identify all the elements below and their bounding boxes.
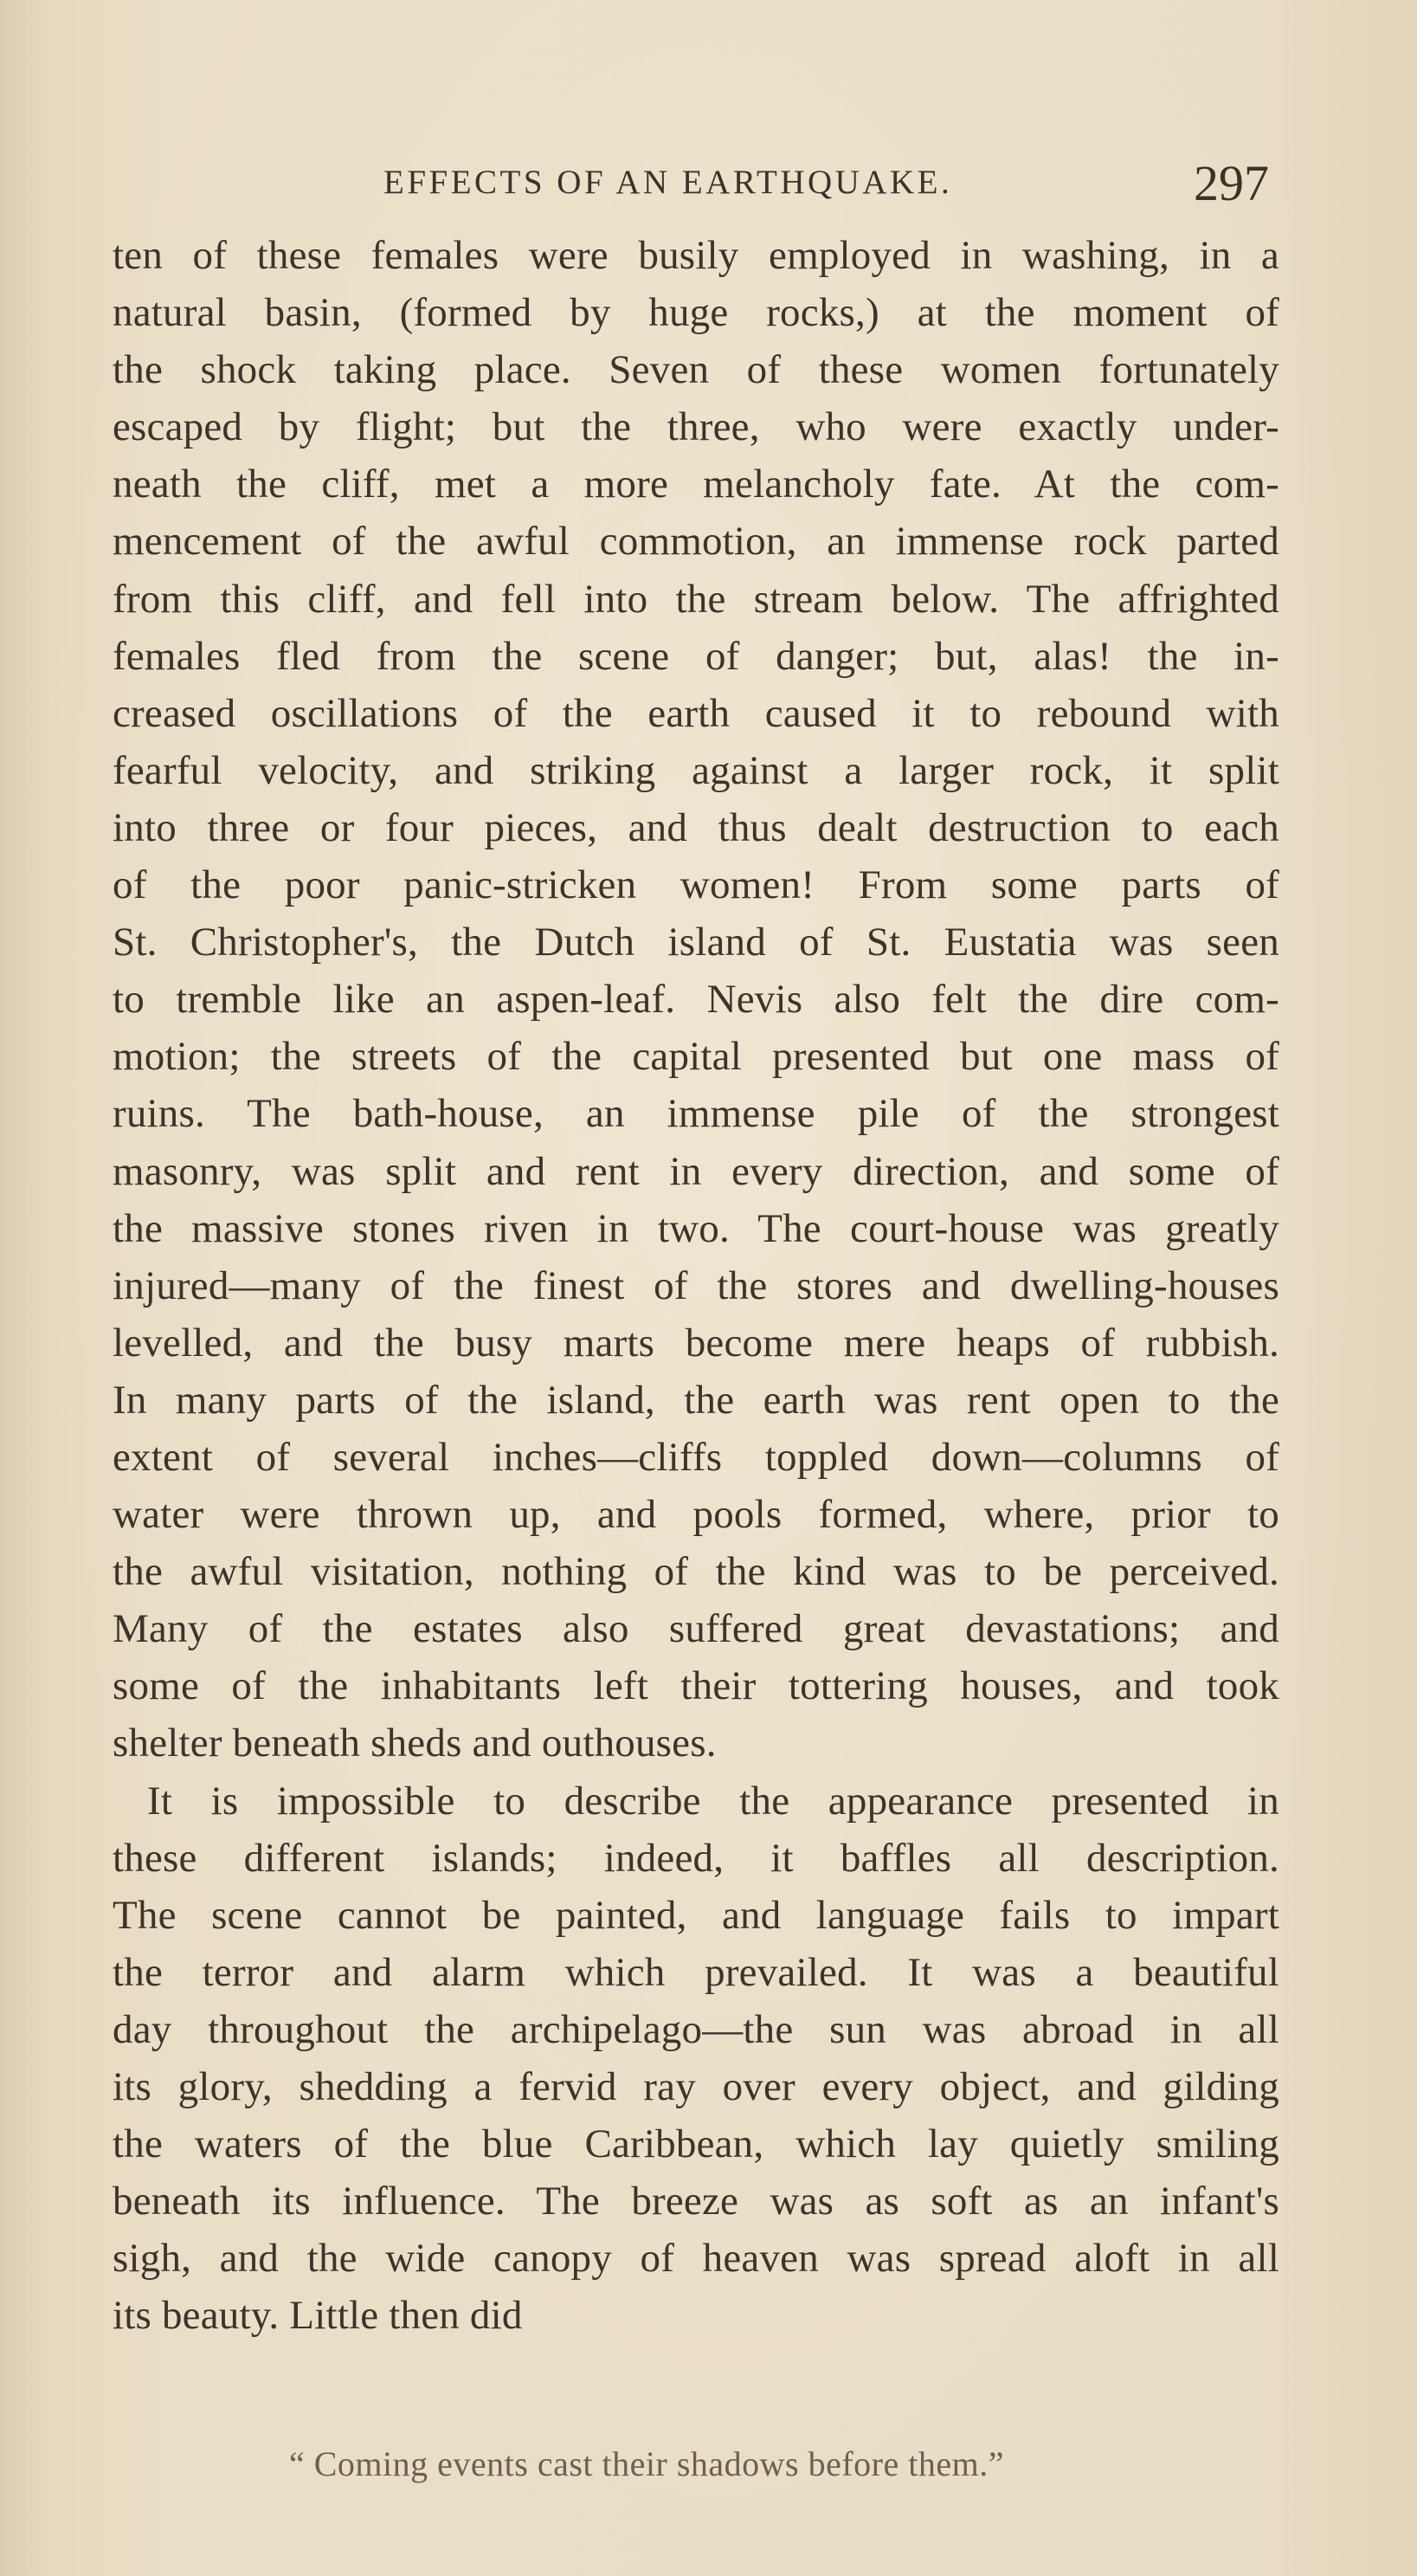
text-line: beneath its influence. The breeze was as soft as an infant's [113, 2179, 1279, 2224]
paragraph-start-line: It is impossible to describe the appearance presented in [147, 1778, 1279, 1824]
text-line: the awful visitation, nothing of the kind was to be perceived. [113, 1549, 1279, 1595]
text-line: from this cliff, and fell into the stream below. The affrighted [113, 576, 1279, 622]
text-line: creased oscillations of the earth caused it to rebound with [113, 690, 1279, 736]
page-number: 297 [1194, 155, 1269, 211]
paragraph-end-line: its beauty. Little then did [113, 2293, 523, 2339]
text-line: its glory, shedding a fervid ray over every object, and gilding [113, 2064, 1279, 2109]
text-line: the shock taking place. Seven of these women fortunately [113, 347, 1279, 393]
text-line: females fled from the scene of danger; but, alas! the in- [113, 633, 1279, 679]
text-line: The scene cannot be painted, and language fails to impart [113, 1892, 1279, 1938]
text-line: the massive stones riven in two. The court-house was greatly [113, 1205, 1279, 1251]
text-line: into three or four pieces, and thus dealt destruction to each [113, 804, 1279, 850]
text-line: water were thrown up, and pools formed, where, prior to [113, 1492, 1279, 1538]
text-line: escaped by flight; but the three, who were exactly under- [113, 404, 1279, 450]
text-line: some of the inhabitants left their tottering houses, and took [113, 1663, 1279, 1709]
text-line: day throughout the archipelago—the sun was abroad in all [113, 2006, 1279, 2052]
text-line: natural basin, (formed by huge rocks,) at the moment of [113, 290, 1279, 336]
text-line: to tremble like an aspen-leaf. Nevis also felt the dire com- [113, 977, 1279, 1023]
quotation-line: “ Coming events cast their shadows before them.” [289, 2444, 1004, 2483]
text-line: the terror and alarm which prevailed. It was a beautiful [113, 1949, 1279, 1995]
text-line: St. Christopher's, the Dutch island of St. Eustatia was seen [113, 920, 1279, 965]
paragraph-end-line: shelter beneath sheds and outhouses. [113, 1721, 717, 1766]
page-header [119, 154, 1269, 215]
text-line: sigh, and the wide canopy of heaven was spread aloft in all [113, 2236, 1279, 2282]
text-line: masonry, was split and rent in every direction, and some of [113, 1148, 1279, 1194]
running-head: EFFECTS OF AN EARTHQUAKE. [383, 164, 953, 201]
text-line: extent of several inches—cliffs toppled down—columns of [113, 1434, 1279, 1480]
text-line: the waters of the blue Caribbean, which lay quietly smiling [113, 2121, 1279, 2167]
text-line: injured—many of the finest of the stores and dwelling-houses [113, 1262, 1279, 1308]
text-line: these different islands; indeed, it baffles all description. [113, 1835, 1279, 1881]
text-line: mencement of the awful commotion, an immense rock parted [113, 519, 1279, 565]
text-line: neath the cliff, met a more melancholy fate. At the com- [113, 462, 1279, 507]
text-line: ten of these females were busily employed in washing, in a [113, 233, 1279, 278]
text-line: ruins. The bath-house, an immense pile of the strongest [113, 1091, 1279, 1137]
text-line: of the poor panic-stricken women! From some parts of [113, 862, 1279, 908]
text-line: Many of the estates also suffered great devastations; and [113, 1606, 1279, 1652]
text-line: levelled, and the busy marts become mere heaps of rubbish. [113, 1320, 1279, 1365]
text-line: motion; the streets of the capital presented but one mass of [113, 1034, 1279, 1080]
body-text [113, 227, 1279, 2344]
text-line: In many parts of the island, the earth was rent open to the [113, 1377, 1279, 1423]
text-line: fearful velocity, and striking against a larger rock, it split [113, 747, 1279, 793]
